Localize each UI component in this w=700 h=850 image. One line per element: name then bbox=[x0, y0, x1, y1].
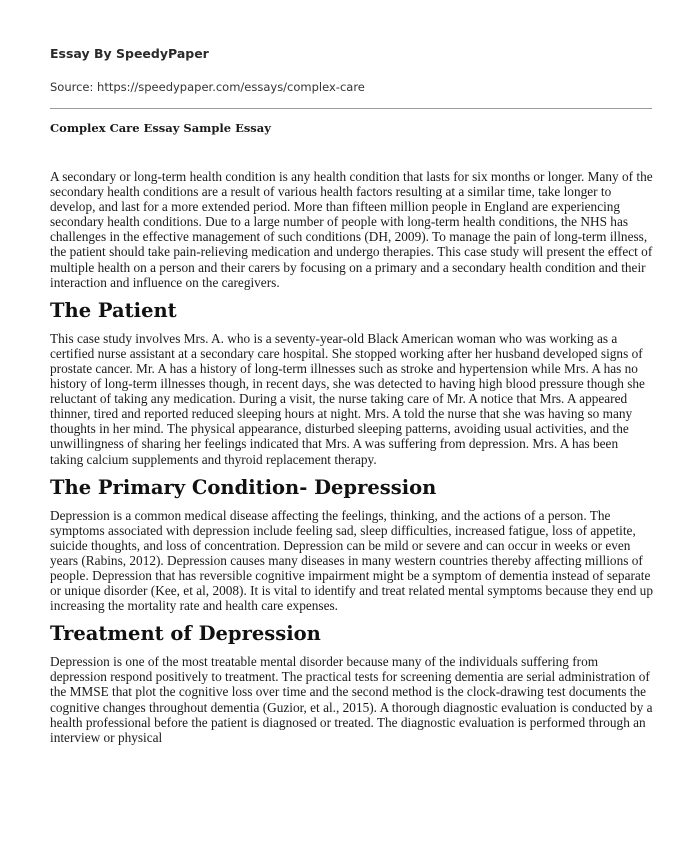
intro-paragraph: A secondary or long-term health condition is any health condition that lasts for six months or longer. Many of the secondary health conditions are a result of various health factors resulting at a similar time, take longer to develop, and last for a more extended period. More than fifteen million people in England are experiencing secondary health conditions. Due to a large number of people with long-term health conditions, the NHS has challenges in the effective management of such conditions (DH, 2009). To manage the pain of long-term illness, the patient should take pain-relieving medication and undergo therapies. This case study will present the effect of multiple health on a person and their carers by focusing on a primary and a secondary health condition and their interaction and influence on the caregivers. bbox=[50, 169, 653, 290]
header-divider bbox=[50, 108, 652, 109]
section-body-treatment: Depression is one of the most treatable mental disorder because many of the individuals suffering from depression respond positively to treatment. The practical tests for screening dementia are serial administration of the MMSE that plot the cognitive loss over time and the second method is the clock-drawing test documents the cognitive changes throughout dementia (Guzior, et al., 2015). A thorough diagnostic evaluation is conducted by a health professional before the patient is diagnosed or treated. The diagnostic evaluation is performed through an interview or physical bbox=[50, 654, 653, 745]
brand-title: Essay By SpeedyPaper bbox=[50, 46, 209, 61]
section-body-primary-condition: Depression is a common medical disease affecting the feelings, thinking, and the actions of a person. The symptoms associated with depression include feeling sad, sleep difficulties, increased fatigue, loss of appetite, suicide thoughts, and loss of concentration. Depression can be mild or severe and can occur in weeks or even years (Rabins, 2012). Depression causes many diseases in many western countries thereby affecting millions of people. Depression that has reversible cognitive impairment might be a symptom of dementia instead of separate or unique disorder (Kee, et al, 2008). It is vital to identify and treat related mental symptoms because they end up increasing the mortality rate and health care expenses. bbox=[50, 507, 653, 614]
document-title: Complex Care Essay Sample Essay bbox=[50, 121, 271, 135]
section-body-patient: This case study involves Mrs. A. who is a seventy-year-old Black American woman who was working as a certified nurse assistant at a secondary care hospital. She stopped working after her husband developed signs of prostate cancer. Mr. A has a history of long-term illnesses such as stroke and hypertension while Mrs. A has no history of long-term illnesses though, in recent days, she was detected to having high blood pressure though she reluctant of taking any medication. During a visit, the nurse taking care of Mr. A notice that Mrs. A appeared thinner, tired and reported reduced sleeping hours at night. Mrs. A told the nurse that she was having so many thoughts in her mind. The physical appearance, disturbed sleeping patterns, avoiding usual activities, and the unwillingness of sharing her feelings indicated that Mrs. A was suffering from depression. Mrs. A has been taking calcium supplements and thyroid replacement therapy. bbox=[50, 330, 645, 467]
section-heading-primary-condition: The Primary Condition- Depression bbox=[50, 475, 437, 499]
document-body bbox=[50, 169, 654, 753]
source-line: Source: https://speedypaper.com/essays/complex-care bbox=[50, 80, 365, 94]
section-heading-patient: The Patient bbox=[50, 298, 177, 322]
section-heading-treatment: Treatment of Depression bbox=[50, 622, 321, 646]
